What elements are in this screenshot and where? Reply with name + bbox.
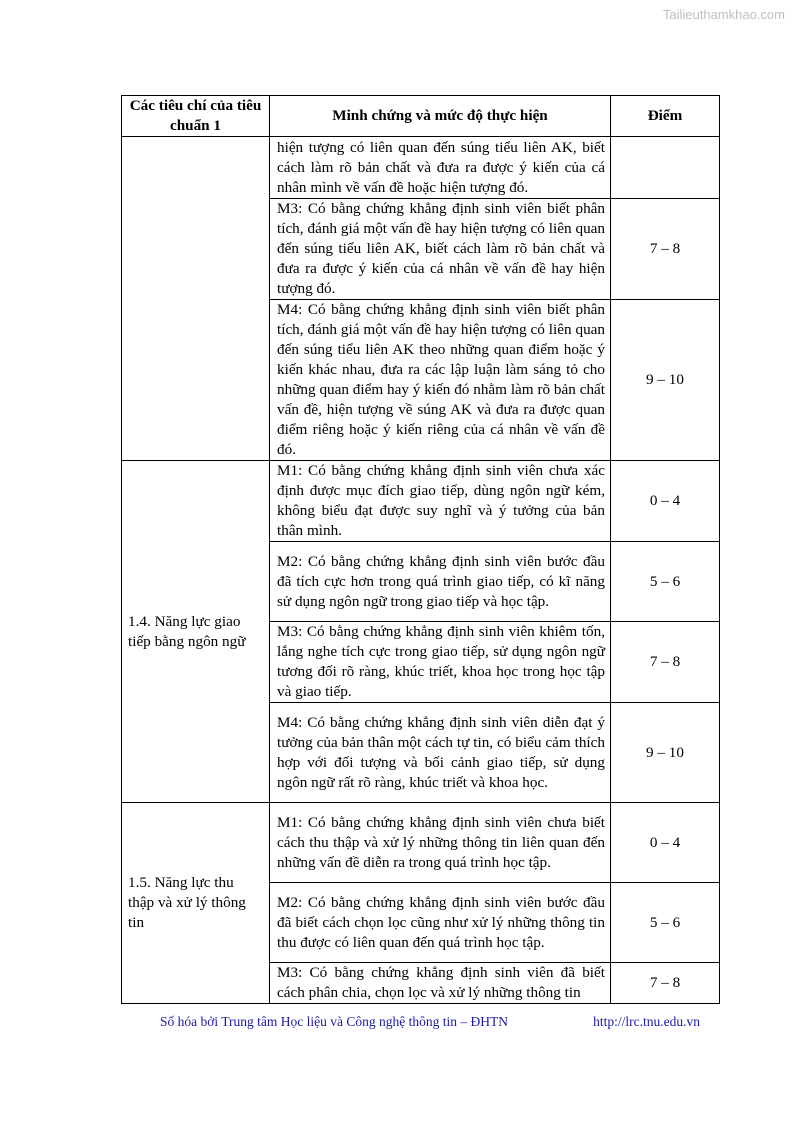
score-m2: 5 – 6 xyxy=(611,883,720,963)
header-score: Điểm xyxy=(611,96,720,137)
table-row xyxy=(122,461,720,542)
header-evidence: Minh chứng và mức độ thực hiện xyxy=(270,96,611,137)
evidence-continued: hiện tượng có liên quan đến súng tiểu liên AK, biết cách làm rõ bản chất và đưa ra được ý kiến của cá nhân mình về vấn đề hoặc hiện tượng đó. xyxy=(270,137,611,199)
score-m4: 9 – 10 xyxy=(611,300,720,461)
table-row xyxy=(122,803,720,883)
evidence-m2: M2: Có bằng chứng khẳng định sinh viên bước đầu đã tích cực hơn trong quá trình giao tiếp, có kĩ năng sử dụng ngôn ngữ trong giao tiếp và học tập. xyxy=(270,542,611,622)
score-m3: 7 – 8 xyxy=(611,622,720,703)
watermark: Tailieuthamkhao.com xyxy=(662,7,785,22)
score-m3: 7 – 8 xyxy=(611,199,720,300)
evidence-m1: M1: Có bằng chứng khẳng định sinh viên chưa biết cách thu thập và xử lý những thông tin liên quan đến những vấn đề diễn ra trong quá trình học tập. xyxy=(270,803,611,883)
evidence-m1: M1: Có bằng chứng khẳng định sinh viên chưa xác định được mục đích giao tiếp, dùng ngôn ngữ kém, không biểu đạt được suy nghĩ và ý tưởng của bản thân mình. xyxy=(270,461,611,542)
header-criteria: Các tiêu chí của tiêu chuẩn 1 xyxy=(122,96,270,137)
evidence-m2: M2: Có bằng chứng khẳng định sinh viên bước đầu đã biết cách chọn lọc cũng như xử lý những thông tin thu được có liên quan đến quá trình học tập. xyxy=(270,883,611,963)
score-m2: 5 – 6 xyxy=(611,542,720,622)
score-m4: 9 – 10 xyxy=(611,703,720,803)
score-m1: 0 – 4 xyxy=(611,461,720,542)
score-cell-empty xyxy=(611,137,720,199)
evidence-m3: M3: Có bằng chứng khẳng định sinh viên khiêm tốn, lắng nghe tích cực trong giao tiếp, sử dụng ngôn ngữ tương đối rõ ràng, khúc triết, khoa học trong học tập và giao tiếp. xyxy=(270,622,611,703)
score-m1: 0 – 4 xyxy=(611,803,720,883)
criteria-cell-continued xyxy=(122,137,270,461)
criteria-1-4: 1.4. Năng lực giao tiếp bằng ngôn ngữ xyxy=(122,461,270,803)
evidence-m3: M3: Có bằng chứng khẳng định sinh viên biết phân tích, đánh giá một vấn đề hay hiện tượng có liên quan đến súng tiểu liên AK, biết cách làm rõ bản chất và đưa ra được ý kiến của cá nhân về vấn đề hay hiện tượng đó. xyxy=(270,199,611,300)
criteria-1-5: 1.5. Năng lực thu thập và xử lý thông tin xyxy=(122,803,270,1004)
criteria-table xyxy=(121,95,720,1004)
evidence-m3: M3: Có bằng chứng khẳng định sinh viên đã biết cách phân chia, chọn lọc và xử lý những thông tin xyxy=(270,963,611,1004)
evidence-m4: M4: Có bằng chứng khẳng định sinh viên biết phân tích, đánh giá một vấn đề hay hiện tượng có liên quan đến súng tiểu liên AK theo những quan điểm hoặc ý kiến khác nhau, đưa ra các lập luận làm sáng tỏ cho những quan điểm hay ý kiến đó nhằm làm rõ bản chất vấn đề, hiện tượng về súng AK và đưa ra được quan điểm riêng hoặc ý kiến riêng của cá nhân về vấn đề đó. xyxy=(270,300,611,461)
table-row xyxy=(122,137,720,199)
table-header-row xyxy=(122,96,720,137)
footer-url: http://lrc.tnu.edu.vn xyxy=(593,1014,700,1029)
evidence-m4: M4: Có bằng chứng khẳng định sinh viên diễn đạt ý tưởng của bản thân một cách tự tin, có biểu cảm thích hợp với đối tượng và bối cảnh giao tiếp, sử dụng ngôn ngữ rất rõ ràng, khúc triết và khoa học. xyxy=(270,703,611,803)
score-m3: 7 – 8 xyxy=(611,963,720,1004)
footer-source: Số hóa bởi Trung tâm Học liệu và Công nghệ thông tin – ĐHTN xyxy=(160,1014,509,1029)
